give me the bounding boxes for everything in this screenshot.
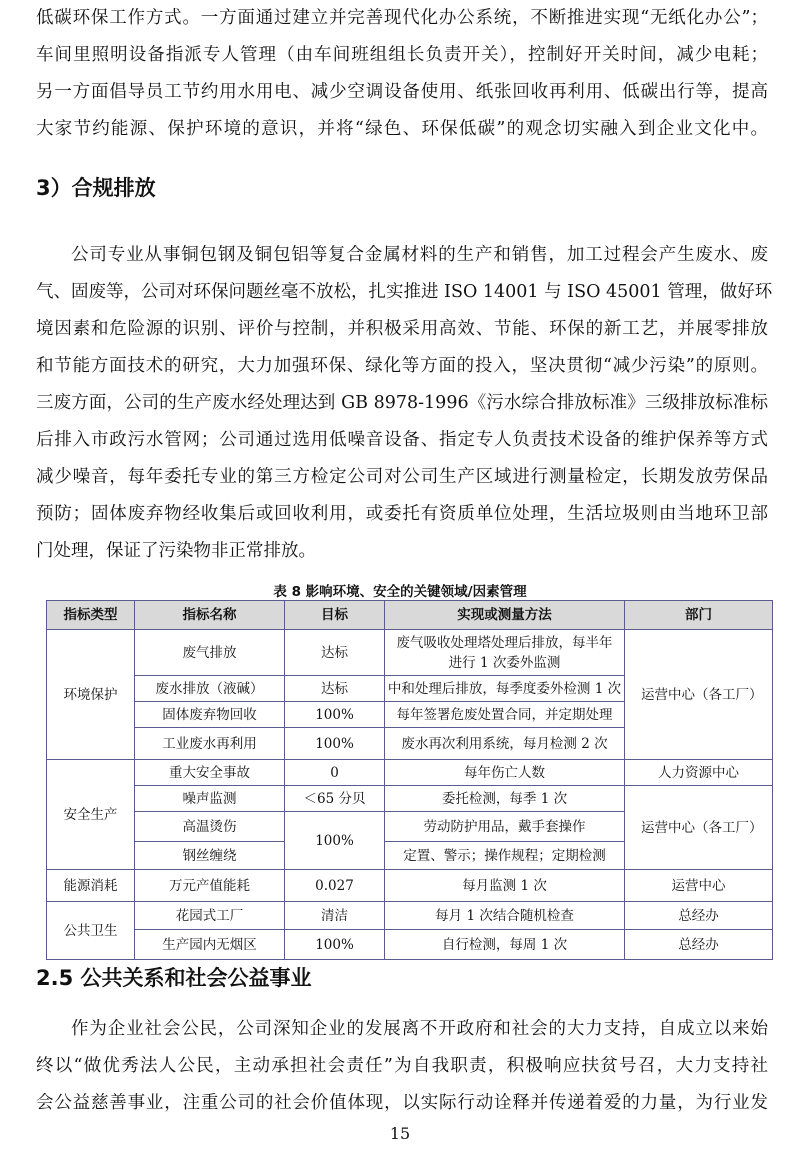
text-line: 三废方面，公司的生产废水经处理达到 GB 8978-1996《污水综合排放标准》三级排放标准标 <box>36 393 768 413</box>
header-method: 实现或测量方法 <box>385 601 625 630</box>
text-line: 后排入市政污水管网；公司通过选用低噪音设备、指定专人负责技术设备的维护保养等方式 <box>36 430 768 450</box>
indicator-method: 委托检测，每季 1 次 <box>385 786 625 812</box>
header-indicator-name: 指标名称 <box>135 601 285 630</box>
text-line: 气、固废等，公司对环保问题丝毫不放松，扎实推进 ISO 14001 与 ISO 45001 管理，做好环 <box>36 282 773 302</box>
indicator-method: 每月 1 次结合随机检查 <box>385 902 625 930</box>
indicator-name: 固体废弃物回收 <box>135 702 285 728</box>
text-line: 公司专业从事铜包钢及铜包铝等复合金属材料的生产和销售，加工过程会产生废水、废 <box>71 245 768 265</box>
intro-paragraph <box>36 0 768 148</box>
table-row <box>47 870 773 902</box>
department-cell-ops-energy: 运营中心 <box>625 870 773 902</box>
header-target: 目标 <box>285 601 385 630</box>
text-line: 和节能方面技术的研究，大力加强环保、绿化等方面的投入，坚决贯彻“减少污染”的原则。 <box>36 356 768 376</box>
text-line: 另一方面倡导员工节约用水用电、减少空调设备使用、纸张回收再利用、低碳出行等，提高 <box>36 82 768 102</box>
indicator-method: 自行检测，每周 1 次 <box>385 930 625 960</box>
text-line: 减少噪音，每年委托专业的第三方检定公司对公司生产区域进行测量检定，长期发放劳保品 <box>36 467 768 487</box>
table-row <box>47 930 773 960</box>
indicator-name: 废气排放 <box>135 630 285 676</box>
text-line: 会公益慈善事业，注重公司的社会价值体现，以实际行动诠释并传递着爱的力量，为行业发 <box>36 1093 768 1113</box>
text-line: 作为企业社会公民，公司深知企业的发展离不开政府和社会的大力支持，自成立以来始 <box>71 1019 768 1039</box>
indicator-target: 清洁 <box>285 902 385 930</box>
section-heading-public-relations: 2.5 公共关系和社会公益事业 <box>36 966 312 990</box>
indicator-target: 达标 <box>285 676 385 702</box>
text-line: 车间里照明设备指派专人管理（由车间班组组长负责开关），控制好开关时间，减少电耗； <box>36 45 768 65</box>
table-row <box>47 630 773 676</box>
indicator-method: 中和处理后排放，每季度委外检测 1 次 <box>385 676 625 702</box>
indicator-target: 100% <box>285 728 385 760</box>
text-line: 大家节约能源、保护环境的意识，并将“绿色、环保低碳”的观念切实融入到企业文化中。 <box>36 119 768 139</box>
table-header-row <box>47 601 773 630</box>
indicator-target: ＜65 分贝 <box>285 786 385 812</box>
text-line: 预防；固体废弃物经收集后或回收利用，或委托有资质单位处理，生活垃圾则由当地环卫部 <box>36 504 768 524</box>
indicator-target: 0 <box>285 760 385 786</box>
text-line: 终以“做优秀法人公民，主动承担社会责任”为自我职责，积极响应扶贫号召，大力支持社 <box>36 1056 768 1076</box>
indicator-method: 每年伤亡人数 <box>385 760 625 786</box>
indicator-method: 劳动防护用品，戴手套操作 <box>385 812 625 842</box>
table-row <box>47 786 773 812</box>
group-cell-health: 公共卫生 <box>47 902 135 960</box>
table-row <box>47 902 773 930</box>
indicator-name: 重大安全事故 <box>135 760 285 786</box>
management-table <box>46 600 773 960</box>
department-cell-gm: 总经办 <box>625 902 773 930</box>
indicator-name: 噪声监测 <box>135 786 285 812</box>
indicator-name: 废水排放（液碱） <box>135 676 285 702</box>
indicator-method: 废气吸收处理塔处理后排放，每半年进行 1 次委外监测 <box>385 630 625 676</box>
indicator-method: 定置、警示；操作规程；定期检测 <box>385 842 625 870</box>
public-relations-paragraph <box>36 1011 768 1122</box>
indicator-target: 100% <box>285 702 385 728</box>
group-cell-env: 环境保护 <box>47 630 135 760</box>
group-cell-energy: 能源消耗 <box>47 870 135 902</box>
text-line: 低碳环保工作方式。一方面通过建立并完善现代化办公系统，不断推进实现“无纸化办公”； <box>36 8 768 28</box>
table-caption: 表 8 影响环境、安全的关键领域/因素管理 <box>273 584 527 600</box>
indicator-target: 100% <box>285 812 385 870</box>
compliance-paragraph <box>36 237 773 570</box>
header-indicator-type: 指标类型 <box>47 601 135 630</box>
header-department: 部门 <box>625 601 773 630</box>
page-number: 15 <box>389 1124 411 1143</box>
department-cell-ops-env: 运营中心（各工厂） <box>625 630 773 760</box>
group-cell-safety: 安全生产 <box>47 760 135 870</box>
table-row <box>47 760 773 786</box>
indicator-name: 万元产值能耗 <box>135 870 285 902</box>
indicator-target: 0.027 <box>285 870 385 902</box>
text-line: 境因素和危险源的识别、评价与控制，并积极采用高效、节能、环保的新工艺，并展零排放 <box>36 319 768 339</box>
indicator-method: 废水再次利用系统，每月检测 2 次 <box>385 728 625 760</box>
department-cell-gm: 总经办 <box>625 930 773 960</box>
indicator-name: 生产园内无烟区 <box>135 930 285 960</box>
indicator-method: 每年签署危废处置合同，并定期处理 <box>385 702 625 728</box>
indicator-target: 100% <box>285 930 385 960</box>
section-heading-compliant-emission: 3）合规排放 <box>36 176 156 200</box>
indicator-target: 达标 <box>285 630 385 676</box>
department-cell-ops-safety: 运营中心（各工厂） <box>625 786 773 870</box>
department-cell-hr: 人力资源中心 <box>625 760 773 786</box>
indicator-name: 钢丝缠绕 <box>135 842 285 870</box>
text-line: 门处理，保证了污染物非正常排放。 <box>36 541 316 561</box>
indicator-name: 工业废水再利用 <box>135 728 285 760</box>
indicator-name: 高温烫伤 <box>135 812 285 842</box>
indicator-name: 花园式工厂 <box>135 902 285 930</box>
indicator-method: 每月监测 1 次 <box>385 870 625 902</box>
